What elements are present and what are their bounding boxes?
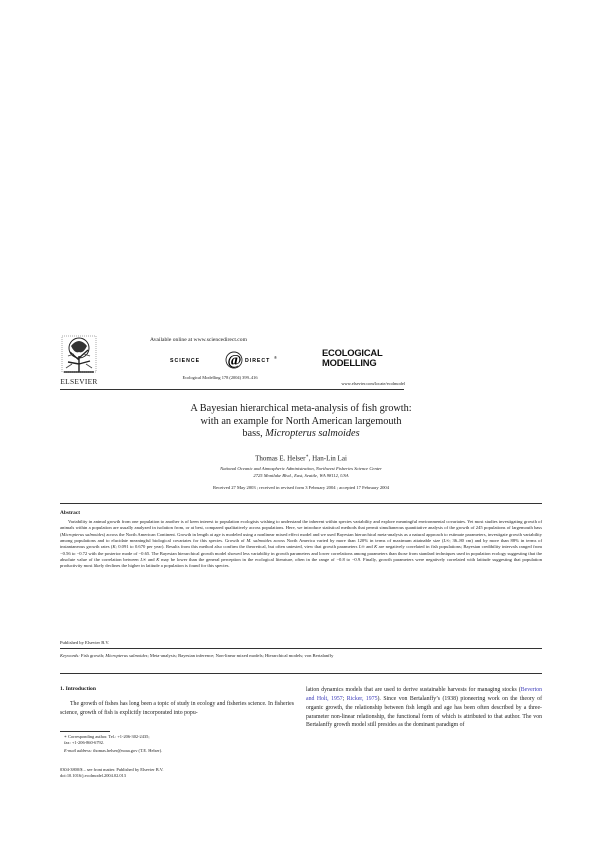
footnote-email <box>64 748 294 754</box>
sciencedirect-logo <box>170 351 320 369</box>
body-top-rule <box>60 673 542 674</box>
footnote-corresponding: ∗ Corresponding author. Tel.: +1-206-302-2435; <box>64 734 150 739</box>
affiliation-line-2: 2725 Montlake Blvd., East, Seattle, WA 98112, USA <box>253 473 349 478</box>
title-line-3 <box>100 428 502 441</box>
abstract-text: ; 36–80 cm) and by more than 88% in terms of instantaneous growth rates ( <box>60 538 542 550</box>
doi-line[interactable]: doi:10.1016/j.ecolmodel.2004.02.013 <box>60 773 126 778</box>
title-line-2: with an example for North American largemouth <box>200 415 402 427</box>
journal-name-line1: ECOLOGICAL <box>322 347 383 358</box>
citation-beverton-holt[interactable]: Beverton and Holt, 1957 <box>306 687 542 702</box>
abstract-heading: Abstract <box>60 510 81 516</box>
abstract-linf: L∞ <box>140 557 147 563</box>
available-online-text: Available online at www.sciencedirect.com <box>150 337 247 343</box>
email-value[interactable]: thomas.helser@noaa.gov (T.E. Helser). <box>92 748 163 753</box>
journal-reference: Ecological Modelling 178 (2004) 399–416 <box>182 375 258 380</box>
intro-text: lation dynamics models that are used to derive sustainable harvests for managing stocks ( <box>306 687 521 693</box>
abstract-text: ) across the North American Continent. Growth in length at age is modeled using a nonlinear mixed effect model and we used Bayesian hierarchical meta-analysis as a natural approach to estimate parameters, investigate growth variability among populations and to elucidate meaningful biological covariates for this species. Growth of <box>60 531 542 544</box>
received-dates: Received 27 May 2003 ; received in revised form 3 February 2004 ; accepted 17 February 2004 <box>212 485 390 490</box>
keywords <box>60 653 542 659</box>
title-line-3-prefix: bass, <box>242 428 266 440</box>
email-label: E-mail address: <box>64 748 93 753</box>
intro-left-column: The growth of fishes has long been a topic of study in ecology and fisheries science. In fisheries science, growth of fish is explicitly incorporated into popu- <box>60 701 294 716</box>
affiliation-line-1: National Oceanic and Atmospheric Administration, Northwest Fisheries Science Center <box>220 466 382 471</box>
abstract-k: K <box>156 557 160 563</box>
abstract-k: K <box>374 544 378 550</box>
title-line-1: A Bayesian hierarchical meta-analysis of fish growth: <box>190 403 412 414</box>
author-lai[interactable]: Han-Lin Lai <box>312 454 347 463</box>
intro-text: ). Since von Bertalanffy’s (1938) pioneering work on the theory of organic growth, the relationship between fish length and age has been often described by a three-parameter non-linear relationship, the functional form of which is attributed to that author. The von Bertalanffy growth model still presides as the dominant paradigm of <box>306 695 542 729</box>
abstract-text: Variability in animal growth from one population to another is of keen interest to population ecologists wishing to understand the inherent within species variability and explore meaningful environmental covariates. Yet most studies investigating growth of animals within a population are usually analyzed in isolation from, or at best, compared qualitatively across populations. Here, we introduce statistical methods that permit simultaneous quantitative analysis of the growth of 245 populations of largemouth bass ( <box>60 519 542 537</box>
intro-right-column <box>306 686 542 730</box>
footnote-fax: fax: +1-206-860-6792. <box>64 740 105 745</box>
keywords-text: Fish growth; <box>79 653 106 658</box>
sd-right-text: DIRECT <box>245 358 271 364</box>
corresponding-mark[interactable]: ∗ <box>305 453 309 458</box>
abstract-linf: L∞ <box>358 544 365 550</box>
abstract-text: may be lower than the general perception in the ecological literature, often in the range of −0.8 to −0.9. Finally, growth parameters were negatively correlated with latitude suggesting that population productivity most likely declines the higher in latitude a population is found for this species. <box>60 557 542 569</box>
author-list <box>100 453 502 462</box>
sd-at-symbol: @ <box>227 352 242 369</box>
abstract-species: Micropterus salmoides <box>61 531 104 537</box>
keywords-label: Keywords: <box>60 653 80 658</box>
abstract-body <box>60 519 542 570</box>
publisher-wordmark: ELSEVIER <box>60 377 98 386</box>
abstract-text: and <box>146 557 157 563</box>
abstract-text: across North America varied by more than 120% in terms of maximum attainable size ( <box>271 538 444 544</box>
abstract-text: are negatively correlated in fish populations; Bayesian credibility intervals ranged from −0.56 to −0.72 with the posterior mode of −0.65. The Bayesian hierarchical growth model showed less variability in growth parameters and lower correlations among parameters than those from standard techniques used in population ecology suggesting that the absolute value of the correlation between <box>60 544 542 563</box>
issn-line: 0304-3800/$ – see front matter. Published by Elsevier B.V. <box>60 767 164 772</box>
title-species: Micropterus salmoides <box>265 428 360 440</box>
abstract-linf: L∞ <box>443 538 450 544</box>
author-separator: , <box>308 454 313 463</box>
abstract-species-short: M. salmoides <box>246 538 272 544</box>
header-divider <box>60 389 404 390</box>
article-title <box>100 403 502 441</box>
abstract-k: K <box>112 544 116 550</box>
journal-brand <box>322 348 402 367</box>
keywords-text: ; Meta-analysis; Bayesian inference; Non-linear mixed models; Hierarchical models; von Bertalanffy <box>147 653 334 658</box>
citation-ricker[interactable]: Ricker, 1975 <box>346 695 378 702</box>
intro-heading: 1. Introduction <box>60 686 96 692</box>
keywords-top-rule <box>60 648 542 649</box>
abstract-text: and <box>364 544 375 550</box>
footnote-rule <box>60 731 110 732</box>
sd-registered-mark: ® <box>274 355 277 360</box>
author-helser[interactable]: Thomas E. Helser <box>255 454 306 463</box>
journal-url[interactable]: www.elsevier.com/locate/ecolmodel <box>341 381 405 386</box>
abstract-top-rule <box>60 503 542 504</box>
published-by: Published by Elsevier B.V. <box>60 640 110 645</box>
intro-text: ; <box>342 695 347 702</box>
sd-left-text: SCIENCE <box>170 358 201 364</box>
journal-name-line2: MODELLING <box>322 356 377 368</box>
keywords-species: Micropterus salmoides <box>105 653 148 658</box>
abstract-text: ; 0.091 to 0.670 per year). Results from this method also confirm the theoretical, but often untested, view that growth parameters <box>115 544 359 550</box>
